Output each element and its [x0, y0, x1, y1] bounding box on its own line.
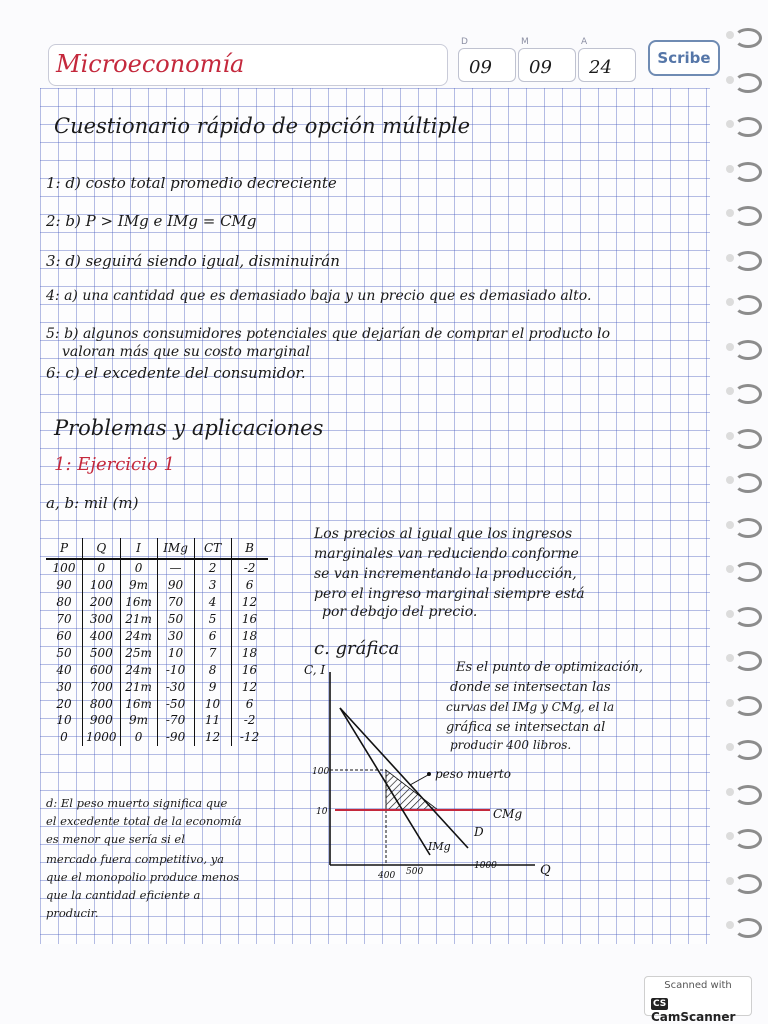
- prices-note-line-1: Los precios al igual que los ingresos: [314, 526, 573, 542]
- table-cell: -10: [157, 661, 194, 678]
- table-cell: 7: [194, 644, 231, 661]
- table-body: [46, 559, 268, 746]
- deadweight-area: [386, 770, 438, 810]
- table-cell: 50: [56, 645, 72, 660]
- table-cell: 16m: [120, 695, 157, 712]
- camscanner-logo-icon: CS: [653, 999, 667, 1009]
- table-cell: 18: [231, 628, 268, 645]
- table-cell: 24m: [120, 661, 157, 678]
- table-cell: 70: [56, 612, 72, 627]
- spiral-ring: [734, 785, 762, 805]
- table-cell: 6: [231, 695, 268, 712]
- table-row: [46, 644, 268, 661]
- spiral-ring: [734, 740, 762, 760]
- table-cell: -2: [231, 712, 268, 729]
- table-cell: 2: [194, 559, 231, 577]
- table-cell: 40: [56, 662, 72, 677]
- table-cell: 21m: [120, 678, 157, 695]
- optimization-note-line-5: producir 400 libros.: [450, 738, 572, 752]
- spiral-ring: [734, 607, 762, 627]
- table-cell: 9m: [120, 712, 157, 729]
- table-cell: 16: [231, 611, 268, 628]
- spiral-hole: [726, 165, 734, 173]
- table-header-row: [46, 538, 268, 559]
- th-p: P: [46, 538, 83, 559]
- table-cell: 10: [157, 644, 194, 661]
- table-row: [46, 628, 268, 645]
- img-label: IMg: [428, 840, 451, 853]
- quiz-answer-3: 3: d) seguirá siendo igual, disminuirán: [46, 252, 340, 270]
- spiral-hole: [726, 298, 734, 306]
- table-cell: 9: [194, 678, 231, 695]
- graph-label: c. gráfica: [314, 638, 400, 659]
- quiz-answer-5-cont: valoran más que su costo marginal: [62, 344, 310, 360]
- deadweight-note-line-7: producir.: [46, 906, 99, 920]
- cmg-label: CMg: [493, 807, 523, 821]
- quiz-answer-6: 6: c) el excedente del consumidor.: [46, 364, 306, 382]
- y-tick-100: 100: [312, 767, 330, 777]
- optimization-note-line-4: gráfica se intersectan al: [446, 720, 606, 735]
- deadweight-note-line-3: es menor que sería si el: [46, 832, 185, 846]
- th-q: Q: [83, 538, 121, 559]
- table-cell: 800: [83, 695, 121, 712]
- table-row: [46, 559, 268, 577]
- spiral-ring: [734, 206, 762, 226]
- date-month-letter: M: [521, 37, 529, 47]
- deadweight-note-line-6: que la cantidad eficiente a: [46, 888, 201, 902]
- deadweight-note-line-4: mercado fuera competitivo, ya: [46, 852, 225, 866]
- table-cell: -90: [157, 729, 194, 746]
- table-cell: 5: [194, 611, 231, 628]
- table-cell: -50: [157, 695, 194, 712]
- table-cell: 500: [83, 644, 121, 661]
- spiral-hole: [726, 476, 734, 484]
- table-cell: 80: [56, 595, 72, 610]
- table-cell: 30: [157, 628, 194, 645]
- spiral-ring: [734, 473, 762, 493]
- quiz-answer-5: 5: b) algunos consumidores potenciales que dejarían de comprar el producto lo: [46, 326, 610, 342]
- spiral-ring: [734, 295, 762, 315]
- table-cell: -12: [231, 729, 268, 746]
- camscanner-watermark: [644, 976, 752, 1024]
- spiral-ring: [734, 651, 762, 671]
- page-title: Microeconomía: [56, 50, 245, 78]
- prices-note-line-5: por debajo del precio.: [322, 604, 478, 620]
- table-cell: 3: [194, 577, 231, 594]
- table-cell: 20: [56, 696, 72, 711]
- date-year: 24: [589, 57, 612, 78]
- table-row: [46, 695, 268, 712]
- table-cell: 200: [83, 594, 121, 611]
- deadweight-note-line-5: que el monopolio produce menos: [46, 870, 240, 884]
- date-month: 09: [529, 57, 552, 78]
- spiral-hole: [726, 432, 734, 440]
- table-cell: 60: [56, 629, 72, 643]
- table-cell: 300: [83, 611, 121, 628]
- table-cell: 600: [83, 661, 121, 678]
- spiral-ring: [734, 429, 762, 449]
- table-cell: 24m: [120, 628, 157, 645]
- table-row: [46, 594, 268, 611]
- table-cell: 0: [60, 730, 68, 745]
- deadweight-label: peso muerto: [435, 767, 511, 781]
- table-cell: 16m: [120, 594, 157, 611]
- spiral-hole: [726, 343, 734, 351]
- deadweight-note-line-1: d: El peso muerto significa que: [46, 796, 228, 810]
- table-cell: 90: [157, 577, 194, 594]
- ab-label: a, b: mil (m): [46, 494, 139, 512]
- table-row: [46, 577, 268, 594]
- table-cell: 100: [52, 561, 76, 576]
- th-b: B: [231, 538, 268, 559]
- table-cell: -2: [231, 559, 268, 577]
- spiral-ring: [734, 162, 762, 182]
- deadweight-pointer-dot: [427, 772, 431, 776]
- table-row: [46, 611, 268, 628]
- optimization-note-line-2: donde se intersectan las: [450, 680, 611, 695]
- spiral-ring: [734, 696, 762, 716]
- prices-note-line-3: se van incrementando la producción,: [314, 566, 577, 582]
- quiz-answer-2: 2: b) P > IMg e IMg = CMg: [46, 212, 257, 230]
- spiral-ring: [734, 384, 762, 404]
- table-cell: 10: [194, 695, 231, 712]
- table-cell: -70: [157, 712, 194, 729]
- table-cell: 6: [231, 577, 268, 594]
- th-i: I: [120, 538, 157, 559]
- table-cell: 70: [157, 594, 194, 611]
- scribe-logo: Scribe: [648, 40, 720, 76]
- spiral-hole: [726, 921, 734, 929]
- table-row: [46, 729, 268, 746]
- table-cell: 100: [83, 577, 121, 594]
- scanner-line-1: Scanned with: [664, 980, 732, 991]
- spiral-hole: [726, 699, 734, 707]
- table-cell: 30: [56, 679, 72, 694]
- table-cell: 12: [194, 729, 231, 746]
- table-cell: 6: [194, 628, 231, 645]
- quiz-answer-1: 1: d) costo total promedio decreciente: [46, 174, 337, 192]
- scanner-line-2: [651, 995, 751, 1024]
- optimization-note-line-3: curvas del IMg y CMg, el la: [446, 700, 615, 714]
- spiral-ring: [734, 251, 762, 271]
- table-cell: 9m: [120, 577, 157, 594]
- spiral-hole: [726, 521, 734, 529]
- spiral-hole: [726, 254, 734, 262]
- spiral-ring: [734, 73, 762, 93]
- spiral-ring: [734, 829, 762, 849]
- deadweight-pointer: [410, 775, 428, 785]
- spiral-hole: [726, 610, 734, 618]
- x-tick-500: 500: [406, 867, 424, 877]
- date-day-box: [458, 37, 516, 82]
- table-row: [46, 661, 268, 678]
- date-year-letter: A: [581, 37, 588, 47]
- spiral-ring: [734, 28, 762, 48]
- spiral-hole: [726, 120, 734, 128]
- spiral-ring: [734, 918, 762, 938]
- optimization-note-line-1: Es el punto de optimización,: [456, 660, 644, 675]
- spiral-hole: [726, 877, 734, 885]
- table-cell: 18: [231, 644, 268, 661]
- table-cell: 0: [120, 729, 157, 746]
- problems-heading: Problemas y aplicaciones: [54, 416, 324, 440]
- th-ct: CT: [194, 538, 231, 559]
- table-cell: 50: [157, 611, 194, 628]
- x-tick-1000: 1000: [474, 861, 497, 871]
- spiral-hole: [726, 31, 734, 39]
- th-img: IMg: [157, 538, 194, 559]
- table-cell: 11: [194, 712, 231, 729]
- quiz-answer-4: 4: a) una cantidad que es demasiado baja y un precio que es demasiado alto.: [46, 288, 592, 304]
- scanner-brand: CamScanner: [651, 1010, 736, 1024]
- spiral-ring: [734, 117, 762, 137]
- spiral-ring: [734, 340, 762, 360]
- table-cell: 1000: [83, 729, 121, 746]
- exercise-title: 1: Ejercicio 1: [54, 454, 175, 475]
- demand-label: D: [474, 825, 484, 839]
- data-table: [46, 538, 268, 746]
- table-cell: 400: [83, 628, 121, 645]
- x-axis-label: Q: [540, 863, 551, 878]
- spiral-hole: [726, 209, 734, 217]
- table-row: [46, 712, 268, 729]
- spiral-hole: [726, 387, 734, 395]
- table-cell: 900: [83, 712, 121, 729]
- deadweight-note-line-2: el excedente total de la economía: [46, 814, 242, 828]
- table-cell: 0: [120, 559, 157, 577]
- date-year-box: [578, 37, 636, 82]
- spiral-hole: [726, 832, 734, 840]
- y-tick-10: 10: [316, 807, 328, 817]
- table-cell: 90: [56, 578, 72, 593]
- spiral-ring: [734, 518, 762, 538]
- spiral-hole: [726, 76, 734, 84]
- table-cell: 12: [231, 678, 268, 695]
- date-day-letter: D: [461, 37, 468, 47]
- y-axis-label: C, I: [304, 663, 326, 677]
- spiral-ring: [734, 874, 762, 894]
- table-cell: 0: [83, 559, 121, 577]
- table-cell: 16: [231, 661, 268, 678]
- table-cell: —: [157, 559, 194, 577]
- table-cell: 4: [194, 594, 231, 611]
- table-cell: 12: [231, 594, 268, 611]
- quiz-heading: Cuestionario rápido de opción múltiple: [54, 114, 471, 138]
- spiral-hole: [726, 788, 734, 796]
- spiral-hole: [726, 654, 734, 662]
- date-month-box: [518, 37, 576, 82]
- x-tick-400: 400: [378, 871, 396, 880]
- prices-note-line-4: pero el ingreso marginal siempre está: [314, 586, 585, 602]
- spiral-ring: [734, 562, 762, 582]
- table-cell: 700: [83, 678, 121, 695]
- spiral-hole: [726, 565, 734, 573]
- spiral-hole: [726, 743, 734, 751]
- table-cell: 10: [56, 713, 72, 728]
- table-cell: 8: [194, 661, 231, 678]
- table-cell: 25m: [120, 644, 157, 661]
- table-cell: -30: [157, 678, 194, 695]
- prices-note-line-2: marginales van reduciendo conforme: [314, 546, 579, 562]
- date-day: 09: [469, 57, 492, 78]
- table-cell: 21m: [120, 611, 157, 628]
- table-row: [46, 678, 268, 695]
